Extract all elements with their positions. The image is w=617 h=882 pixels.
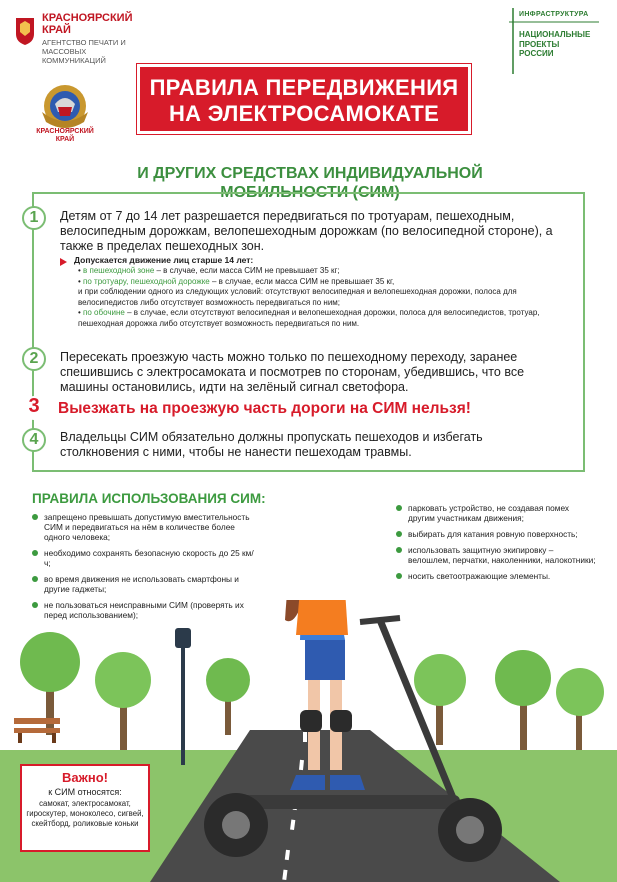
usage-heading: ПРАВИЛА ИСПОЛЬЗОВАНИЯ СИМ: bbox=[32, 491, 266, 506]
agency-logo bbox=[14, 12, 134, 72]
rule-4-number: 4 bbox=[22, 428, 46, 452]
street-lamp-icon bbox=[175, 628, 191, 765]
sub-item-zone: в пешеходной зоне bbox=[83, 266, 155, 275]
bench-icon bbox=[14, 718, 60, 743]
rule-1-sub-item: • по тротуару, пешеходной дорожке – в случае, если масса СИМ не превышает 35 кг, bbox=[78, 276, 395, 286]
sub-item-zone: по обочине bbox=[83, 308, 125, 317]
subtitle-line2: МОБИЛЬНОСТИ (СИМ) bbox=[220, 184, 400, 201]
usage-item: во время движения не использовать смартфоны и другие гаджеты; bbox=[32, 574, 260, 594]
subtitle-line1: И ДРУГИХ СРЕДСТВАХ ИНДИВИДУАЛЬНОЙ bbox=[137, 165, 483, 182]
rule-1-subheading: Допускается движение лиц старше 14 лет: bbox=[74, 255, 254, 265]
main-title-line2: НА ЭЛЕКТРОСАМОКАТЕ bbox=[168, 101, 440, 126]
region-name: КРАСНОЯРСКИЙ КРАЙ bbox=[42, 12, 133, 36]
tree-icon bbox=[495, 650, 551, 750]
usage-item: использовать защитную экипировку – велошлем, перчатки, наколенники, налокотники; bbox=[396, 545, 596, 565]
coat-of-arms-icon bbox=[14, 16, 36, 46]
rule-1-sublist bbox=[78, 266, 568, 329]
tree-icon bbox=[95, 652, 151, 750]
rule-4-text: Владельцы СИМ обязательно должны пропускать пешеходов и избегать столкновения с ними, чтобы не нанести пешеходам травмы. bbox=[60, 430, 483, 459]
usage-item: носить светоотражающие элементы. bbox=[396, 571, 596, 581]
sub-item-text: – в случае, если масса СИМ не превышает 35 кг, bbox=[209, 276, 395, 286]
rule-3-number: 3 bbox=[22, 396, 46, 420]
main-title-box bbox=[137, 64, 471, 134]
rule-2-number: 2 bbox=[22, 347, 46, 371]
important-text: самокат, электросамокат, гироскутер, моноколесо, сигвей, скейтборд, роликовые коньки bbox=[26, 799, 144, 828]
national-projects-logo bbox=[509, 8, 599, 74]
rule-1-sub-item: • по обочине – в случае, если отсутствуют велосипедная и велопешеходная дорожки, полоса для велосипедистов, тротуар, пешеходная дорожка либо отсутствует возможность передвигаться по ним. bbox=[78, 308, 540, 328]
usage-item: не пользоваться неисправными СИМ (проверять их перед использованием); bbox=[32, 600, 260, 620]
rule-3-text: Выезжать на проезжую часть дороги на СИМ нельзя! bbox=[58, 400, 471, 417]
tree-icon bbox=[414, 654, 466, 745]
rule-1-sub-item: • в пешеходной зоне – в случае, если масса СИМ не превышает 35 кг; bbox=[78, 266, 340, 275]
tree-icon bbox=[206, 658, 250, 735]
important-note bbox=[20, 764, 150, 852]
sub-item-text: – в случае, если отсутствуют велосипедная и велопешеходная дорожки, полоса для велосипедистов, тротуар, пешеходная дорожка либо отсутствует возможность передвигаться по ним. bbox=[78, 308, 540, 328]
national-projects-tag: ИНФРАСТРУКТУРА bbox=[519, 11, 589, 18]
usage-list-right bbox=[396, 503, 596, 587]
important-title: Важно! bbox=[62, 770, 108, 785]
usage-item: необходимо сохранять безопасную скорость до 25 км/ч; bbox=[32, 548, 260, 568]
gibdd-label: КРАСНОЯРСКИЙ КРАЙ bbox=[36, 128, 94, 143]
national-projects-name: НАЦИОНАЛЬНЫЕ ПРОЕКТЫ РОССИИ bbox=[519, 30, 591, 58]
arrow-icon bbox=[60, 258, 67, 266]
sub-item-text: – в случае, если масса СИМ не превышает 35 кг; bbox=[154, 266, 340, 275]
sub-item-zone: по тротуару, пешеходной дорожке bbox=[83, 276, 210, 286]
agency-name: АГЕНТСТВО ПЕЧАТИ И МАССОВЫХ КОММУНИКАЦИЙ bbox=[42, 38, 126, 65]
rule-1-text: Детям от 7 до 14 лет разрешается передвигаться по тротуарам, пешеходным, велосипедным дорожкам, велопешеходным дорожкам (по велосипедной стороне), а также в пределах пешеходных зон. bbox=[60, 209, 553, 253]
rule-1-number: 1 bbox=[22, 206, 46, 230]
important-subtitle: к СИМ относятся: bbox=[48, 787, 122, 797]
main-title-line1: ПРАВИЛА ПЕРЕДВИЖЕНИЯ bbox=[149, 75, 459, 100]
tree-icon bbox=[556, 668, 604, 750]
usage-item: запрещено превышать допустимую вместительность СИМ и передвигаться на нём в количестве более одного человека; bbox=[32, 512, 260, 542]
rule-1-sub-item-cont: и при соблюдении одного из следующих условий: отсутствуют велосипедная и велопешеходная дорожки, полоса для велосипедистов либо отсутствует возможность передвигаться по ним; bbox=[78, 287, 517, 307]
usage-item: выбирать для катания ровную поверхность; bbox=[396, 529, 596, 539]
rule-2-text: Пересекать проезжую часть можно только по пешеходному переходу, заранее спешившись с электросамоката и посмотрев по сторонам, убедившись, что все машины остановились, идти на зелёный сигнал светофора. bbox=[60, 350, 525, 394]
usage-item: парковать устройство, не создавая помех другим участникам движения; bbox=[396, 503, 596, 523]
